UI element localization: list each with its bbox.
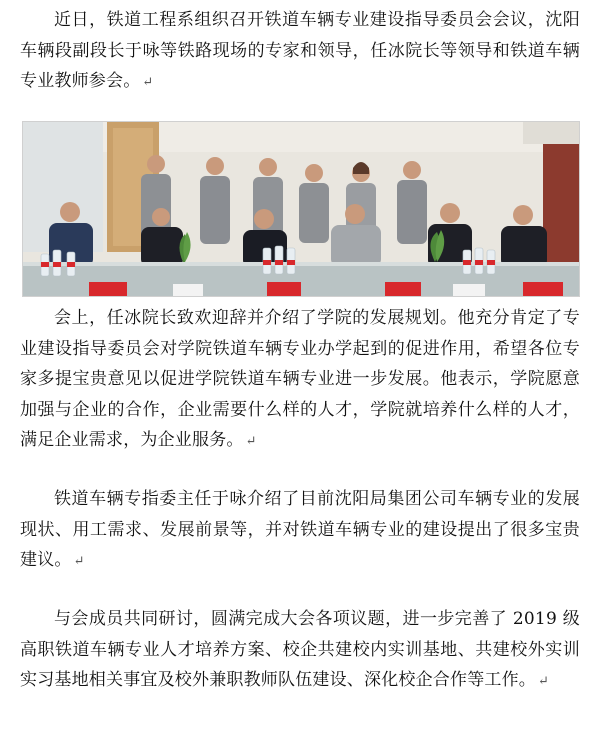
paragraph-mark: ↵ [142,75,154,90]
paragraph-introduction: 铁道车辆专指委主任于咏介绍了目前沈阳局集团公司车辆专业的发展现状、用工需求、发展前景等，并对铁道车辆专业的建设提出了很多宝贵建议。 ↵ [20,489,580,570]
paragraph-conclusion: 与会成员共同研讨，圆满完成大会各项议题，进一步完善了 2019 级高职铁道车辆专业人才培养方案、校企共建校内实训基地、共建校外实训实习基地相关事宜及校外兼职教师队伍建设、深化校企合作等工作。 ↵ [20,609,580,690]
paragraph-intro: 近日，铁道工程系组织召开铁道车辆专业建设指导委员会会议，沈阳车辆段副段长于咏等铁路现场的专家和领导，任冰院长等领导和铁道车辆专业教师参会。 ↵ [20,10,580,91]
paragraph-mark: ↵ [73,554,85,569]
meeting-photo [22,121,580,297]
paragraph-mark: ↵ [245,434,257,449]
paragraph-speech: 会上，任冰院长致欢迎辞并介绍了学院的发展规划。他充分肯定了专业建设指导委员会对学院铁道车辆专业办学起到的促进作用，希望各位专家多提宝贵意见以促进学院铁道车辆专业进一步发展。他表示，学院愿意加强与企业的合作，企业需要什么样的人才，学院就培养什么样的人才，满足企业需求，为企业服务。 ↵ [20,308,580,450]
paragraph-mark: ↵ [538,674,550,689]
